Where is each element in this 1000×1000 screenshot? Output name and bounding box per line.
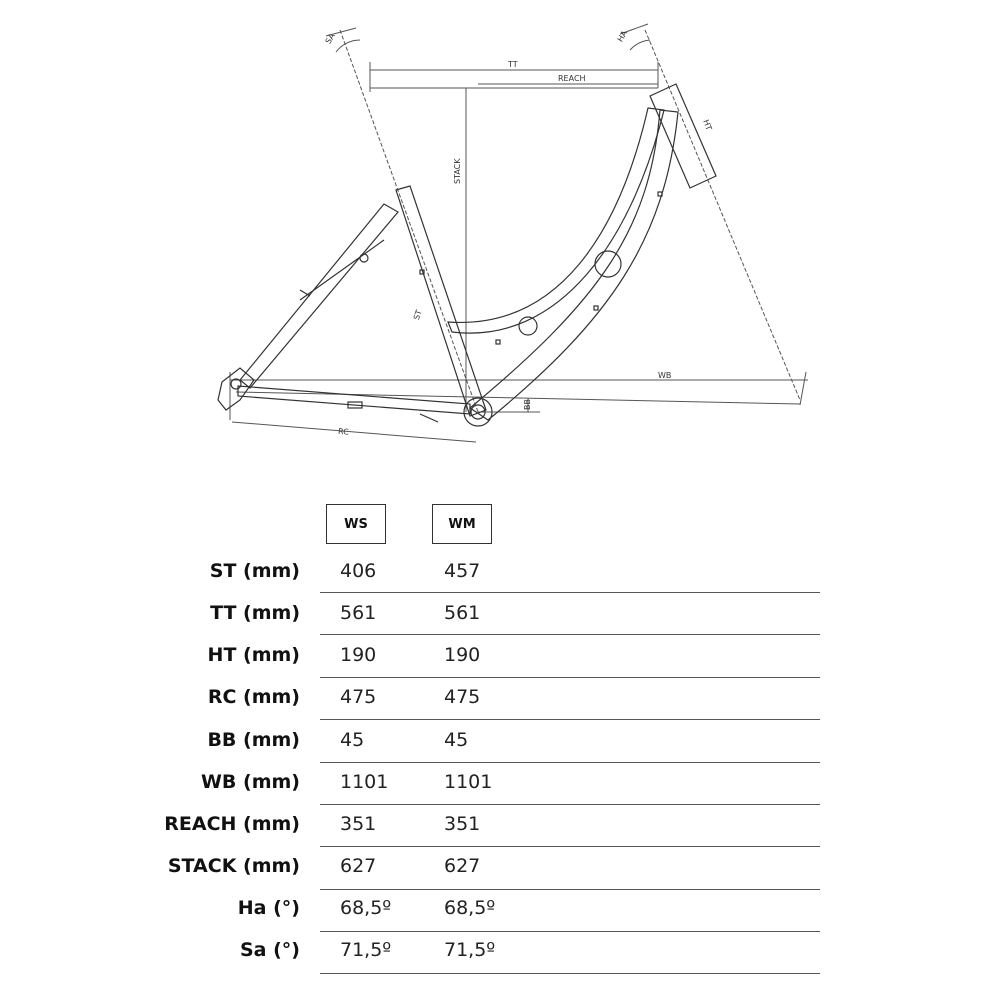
row-label: STACK (mm) [167, 855, 300, 877]
row-divider [320, 846, 820, 847]
cell-ws: 68,5º [340, 897, 392, 919]
cell-ws: 475 [340, 686, 377, 708]
reach-label: REACH [558, 74, 586, 83]
cell-ws: 351 [340, 813, 377, 835]
st-label: ST [412, 308, 424, 322]
row-divider [320, 762, 820, 763]
cell-wm: 68,5º [444, 897, 496, 919]
cell-wm: 351 [444, 813, 481, 835]
cell-wm: 457 [444, 560, 481, 582]
bb-label: BB [523, 399, 532, 410]
row-divider [320, 931, 820, 932]
row-label: TT (mm) [210, 602, 300, 624]
cell-ws: 406 [340, 560, 377, 582]
top-tube [448, 108, 664, 333]
cell-ws: 627 [340, 855, 377, 877]
cell-ws: 45 [340, 729, 365, 751]
frame-geometry-diagram [0, 0, 1000, 470]
row-label: ST (mm) [209, 560, 300, 582]
cell-wm: 45 [444, 729, 469, 751]
row-divider [320, 634, 820, 635]
row-divider [320, 592, 820, 593]
cell-ws: 71,5º [340, 939, 392, 961]
row-divider [320, 889, 820, 890]
row-label: Sa (°) [240, 939, 300, 961]
head-tube [650, 84, 716, 188]
stack-label: STACK [453, 158, 462, 184]
seat-angle-line [340, 30, 478, 412]
sa-label: SA [323, 31, 337, 46]
row-label: Ha (°) [237, 897, 300, 919]
row-divider [320, 677, 820, 678]
size-header-wm: WM [432, 504, 492, 544]
row-divider [320, 973, 820, 974]
cell-ws: 561 [340, 602, 377, 624]
down-tube [470, 110, 678, 420]
cell-wm: 475 [444, 686, 481, 708]
row-label: REACH (mm) [164, 813, 300, 835]
row-divider [320, 804, 820, 805]
ha-label: HA [615, 29, 630, 44]
row-label: RC (mm) [207, 686, 300, 708]
chain-stay [238, 386, 470, 414]
cell-wm: 1101 [444, 771, 493, 793]
cell-ws: 1101 [340, 771, 389, 793]
rc-dimension-line [232, 422, 476, 442]
row-label: WB (mm) [200, 771, 300, 793]
tt-label: TT [508, 60, 518, 69]
seat-stay [240, 204, 398, 388]
head-angle-line [645, 30, 800, 400]
cell-wm: 561 [444, 602, 481, 624]
row-label: HT (mm) [207, 644, 300, 666]
wb-label: WB [658, 371, 672, 380]
cell-wm: 190 [444, 644, 481, 666]
row-label: BB (mm) [207, 729, 300, 751]
size-header-ws: WS [326, 504, 386, 544]
ht-label: HT [701, 118, 714, 132]
rc-label: RC [337, 426, 350, 437]
cell-wm: 71,5º [444, 939, 496, 961]
cell-ws: 190 [340, 644, 377, 666]
seat-tube [396, 186, 486, 416]
row-divider [320, 719, 820, 720]
cell-wm: 627 [444, 855, 481, 877]
